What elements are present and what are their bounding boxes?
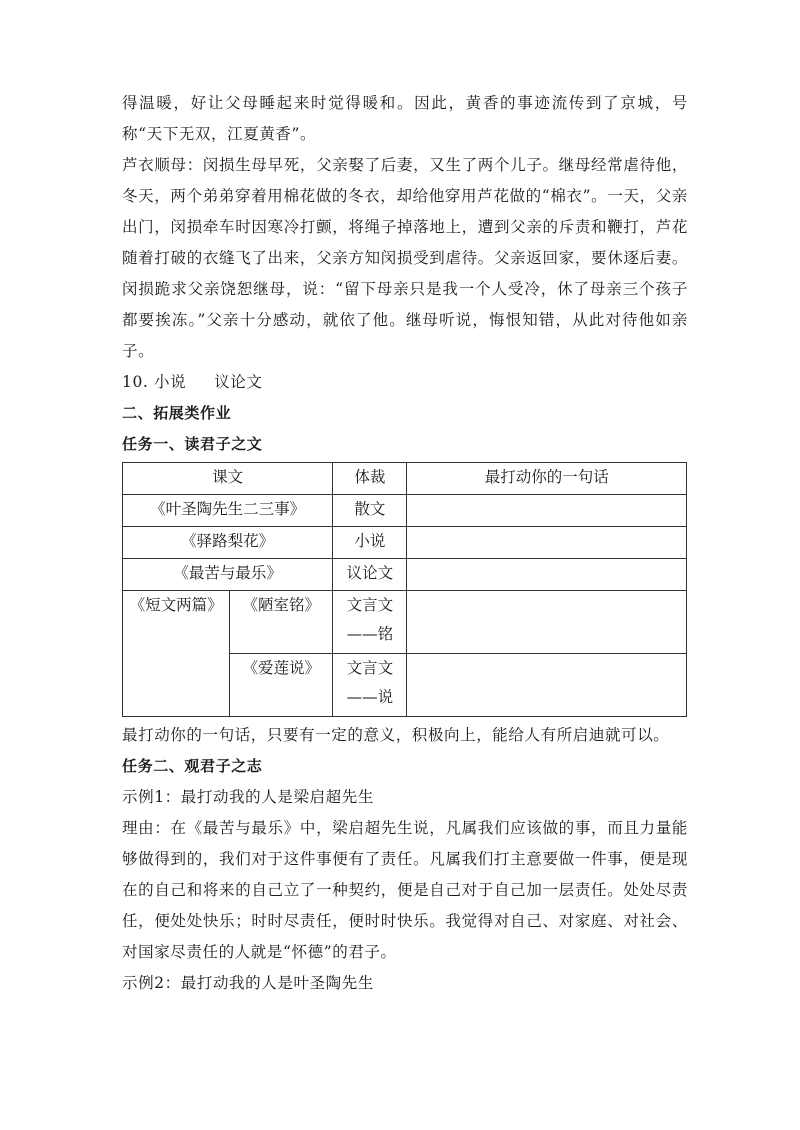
row-genre: 散文 [333, 495, 407, 527]
paragraph-luyi-shunmu: 芦衣顺母：闵损生母早死，父亲娶了后妻，又生了两个儿子。继母经常虐待他，冬天，两个弟弟穿着用棉花做的冬衣，却给他穿用芦花做的“棉衣”。一天，父亲出门，闵损牵车时因寒冷打颤，将绳子掉落地上，遭到父亲的斥责和鞭打，芦花随着打破的衣缝飞了出来，父亲方知闵损受到虐待。父亲返回家，要休逐后妻。闵损跪求父亲饶恕继母，说：“留下母亲只是我一个人受冷，休了母亲三个孩子都要挨冻。”父亲十分感动，就依了他。继母听说，悔恨知错，从此对待他如亲子。 [122, 156, 688, 360]
task1-note: 最打动你的一句话，只要有一定的意义，积极向上，能给人有所启迪就可以。 [122, 726, 670, 744]
genre-line: 文言文 [346, 659, 394, 677]
task2-example1: 示例1：最打动我的人是梁启超先生 [122, 788, 374, 806]
task2-reason: 理由：在《最苦与最乐》中，梁启超先生说，凡属我们应该做的事，而且力量能够做得到的，我们对于这件事便有了责任。凡属我们打主意要做一件事，便是现在的自己和将来的自己立了一种契约，便是自己对于自己加一层责任。处处尽责任，便处处快乐；时时尽责任，便时时快乐。我觉得对自己、对家庭、对社会、对国家尽责任的人就是“怀德”的君子。 [122, 819, 688, 961]
genre-line: ——说 [346, 688, 394, 706]
row-quote-cell[interactable] [407, 495, 687, 527]
genre-line: ——铭 [346, 625, 394, 643]
table-row [123, 495, 687, 527]
row-genre [333, 654, 407, 717]
task2-example2: 示例2：最打动我的人是叶圣陶先生 [122, 974, 374, 992]
header-text: 课文 [123, 463, 333, 495]
group-title: 《短文两篇》 [123, 591, 230, 717]
genre-line: 文言文 [346, 596, 394, 614]
task1-table [122, 462, 687, 717]
row-text: 《最苦与最乐》 [123, 559, 333, 591]
row-text: 《叶圣陶先生二三事》 [123, 495, 333, 527]
answer-10 [122, 367, 688, 398]
row-text: 《陋室铭》 [230, 591, 333, 654]
paragraph-huangxiang: 得温暖，好让父母睡起来时觉得暖和。因此，黄香的事迹流传到了京城，号称“天下无双，江夏黄香”。 [122, 94, 688, 143]
row-genre: 议论文 [333, 559, 407, 591]
table-row [123, 559, 687, 591]
table-row [123, 591, 687, 654]
table-row [123, 527, 687, 559]
answer-10-label: 10. 小说 [122, 373, 187, 391]
row-quote-cell[interactable] [407, 654, 687, 717]
header-genre: 体裁 [333, 463, 407, 495]
row-genre [333, 591, 407, 654]
row-text: 《驿路梨花》 [123, 527, 333, 559]
section2-title: 二、拓展类作业 [122, 404, 232, 422]
task1-title: 任务一、读君子之文 [122, 435, 263, 453]
row-quote-cell[interactable] [407, 559, 687, 591]
row-quote-cell[interactable] [407, 527, 687, 559]
header-quote: 最打动你的一句话 [407, 463, 687, 495]
table-header-row [123, 463, 687, 495]
row-text: 《爱莲说》 [230, 654, 333, 717]
answer-10-value: 议论文 [214, 373, 263, 391]
task2-title: 任务二、观君子之志 [122, 757, 263, 775]
row-quote-cell[interactable] [407, 591, 687, 654]
row-genre: 小说 [333, 527, 407, 559]
document-page [122, 88, 688, 999]
